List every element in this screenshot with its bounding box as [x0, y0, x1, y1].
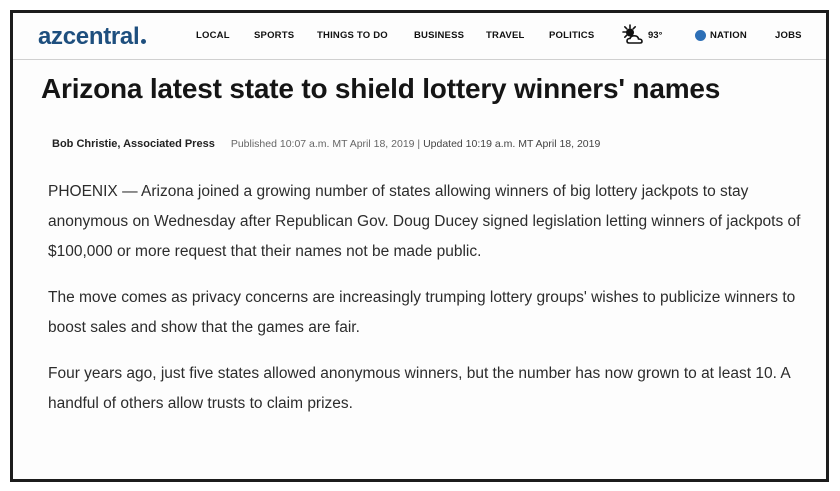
nav-item-politics[interactable]: POLITICS	[549, 30, 595, 41]
nation-dot-icon	[695, 30, 706, 41]
nav-item-business[interactable]: BUSINESS	[414, 30, 465, 41]
screenshot-frame	[10, 10, 829, 482]
weather-widget[interactable]	[621, 23, 662, 47]
nav-item-local[interactable]: LOCAL	[196, 30, 230, 41]
weather-temperature: 93°	[648, 29, 663, 41]
nav-item-sports[interactable]: SPORTS	[254, 30, 295, 41]
article-headline: Arizona latest state to shield lottery winners' names	[41, 73, 721, 104]
logo-text: azcentral	[38, 23, 140, 50]
byline-author[interactable]: Bob Christie, Associated Press	[52, 138, 215, 150]
nav-item-travel[interactable]: TRAVEL	[486, 30, 525, 41]
nav-item-things-to-do[interactable]: THINGS TO DO	[317, 30, 388, 41]
byline-dates: Published 10:07 a.m. MT April 18, 2019 | Updated 10:19 a.m. MT April 18, 2019	[230, 138, 601, 150]
sun-cloud-icon	[621, 24, 645, 46]
article-body	[48, 177, 808, 435]
logo-dot	[141, 39, 146, 44]
updated-time: Updated 10:19 a.m. MT April 18, 2019	[423, 138, 601, 150]
article-paragraph: The move comes as privacy concerns are increasingly trumping lottery groups' wishes to publicize winners to boost sales and show that the games are fair.	[48, 289, 796, 336]
site-logo[interactable]	[38, 23, 146, 51]
article-byline	[52, 138, 600, 150]
top-navigation	[13, 13, 826, 60]
article-paragraph: Four years ago, just five states allowed anonymous winners, but the number has now grown to at least 10. A handful of others allow trusts to claim prizes.	[48, 365, 790, 412]
nav-item-nation[interactable]: NATION	[710, 30, 747, 41]
article-paragraph: PHOENIX — Arizona joined a growing number of states allowing winners of big lottery jackpots to stay anonymous on Wednesday after Republican Gov. Doug Ducey signed legislation letting winners of jackpots of $100,000 or more request that their names not be made public.	[48, 183, 801, 260]
nav-item-jobs[interactable]: JOBS	[775, 30, 802, 41]
published-time: Published 10:07 a.m. MT April 18, 2019	[230, 138, 415, 150]
